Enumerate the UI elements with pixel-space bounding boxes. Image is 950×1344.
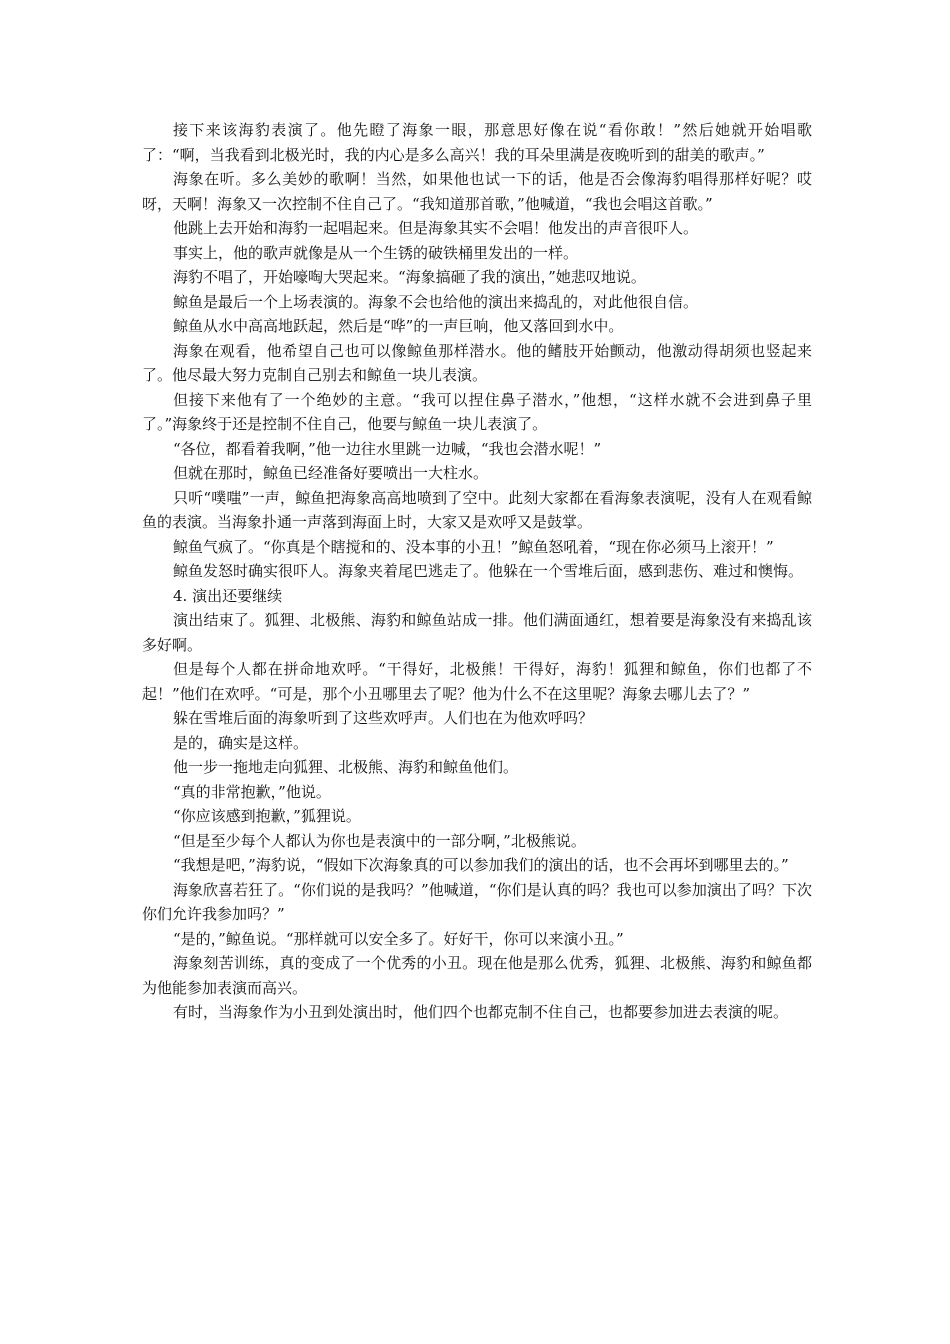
- section-heading: 4. 演出还要继续: [173, 586, 283, 605]
- paragraph-2: 海象在听。多么美妙的歌啊！当然，如果他也试一下的话，他是否会像海豹唱得那样好呢？哎呀，天啊！海象又一次控制不住自己了。“我知道那首歌，”他喊道，“我也会唱这首歌。”: [142, 170, 812, 213]
- paragraph-9: 但接下来他有了一个绝妙的主意。“我可以捏住鼻子潜水，”他想，“这样水就不会进到鼻子里了。”海象终于还是控制不住自己，他要与鲸鱼一块儿表演了。: [142, 390, 812, 433]
- paragraph-11: 但就在那时，鲸鱼已经准备好要喷出一大柱水。: [173, 464, 489, 482]
- paragraph-19: 他一步一拖地走向狐狸、北极熊、海豹和鲸鱼他们。: [173, 758, 519, 776]
- paragraph-13: 鲸鱼气疯了。“你真是个瞎搅和的、没本事的小丑！”鲸鱼怒吼着，“现在你必须马上滚开！”: [173, 537, 774, 556]
- paragraph-24: 海象欣喜若狂了。“你们说的是我吗？”他喊道，“你们是认真的吗？我也可以参加演出了吗？下次你们允许我参加吗？”: [142, 880, 812, 923]
- paragraph-3: 他跳上去开始和海豹一起唱起来。但是海象其实不会唱！他发出的声音很吓人。: [173, 219, 699, 237]
- paragraph-10: “各位，都看着我啊，”他一边往水里跳一边喊，“我也会潜水呢！”: [173, 439, 602, 458]
- paragraph-17: 躲在雪堆后面的海象听到了这些欢呼声。人们也在为他欢呼吗？: [173, 709, 594, 727]
- paragraph-15: 演出结束了。狐狸、北极熊、海豹和鲸鱼站成一排。他们满面通红，想着要是海象没有来捣乱该多好啊。: [142, 611, 812, 654]
- paragraph-5: 海豹不唱了，开始嚎啕大哭起来。“海象搞砸了我的演出，”她悲叹地说。: [173, 268, 646, 286]
- paragraph-22: “但是至少每个人都认为你也是表演中的一部分啊，”北极熊说。: [173, 831, 586, 850]
- paragraph-20: “真的非常抱歉，”他说。: [173, 782, 331, 801]
- paragraph-7: 鲸鱼从水中高高地跃起，然后是“哗”的一声巨响，他又落回到水中。: [173, 317, 624, 335]
- paragraph-8: 海象在观看，他希望自己也可以像鲸鱼那样潜水。他的鳍肢开始颤动，他激动得胡须也竖起来了。他尽最大努力克制自己别去和鲸鱼一块儿表演。: [142, 341, 812, 384]
- paragraph-18: 是的，确实是这样。: [173, 733, 309, 752]
- paragraph-14: 鲸鱼发怒时确实很吓人。海象夹着尾巴逃走了。他躲在一个雪堆后面，感到悲伤、难过和懊悔。: [173, 562, 804, 580]
- paragraph-26: 海象刻苦训练，真的变成了一个优秀的小丑。现在他是那么优秀，狐狸、北极熊、海豹和鲸鱼都为他能参加表演而高兴。: [142, 954, 812, 997]
- paragraph-27: 有时，当海象作为小丑到处演出时，他们四个也都克制不住自己，也都要参加进去表演的呢。: [173, 1003, 789, 1021]
- paragraph-4: 事实上，他的歌声就像是从一个生锈的破铁桶里发出的一样。: [173, 243, 579, 262]
- document-page: [142, 118, 812, 1025]
- paragraph-25: “是的，”鲸鱼说。“那样就可以安全多了。好好干，你可以来演小丑。”: [173, 929, 624, 948]
- paragraph-6: 鲸鱼是最后一个上场表演的。海象不会也给他的演出来捣乱的，对此他很自信。: [173, 292, 699, 311]
- paragraph-12: 只听“噗嗤”一声，鲸鱼把海象高高地喷到了空中。此刻大家都在看海象表演呢，没有人在观看鲸鱼的表演。当海象扑通一声落到海面上时，大家又是欢呼又是鼓掌。: [142, 488, 812, 531]
- paragraph-23: “我想是吧，”海豹说，“假如下次海象真的可以参加我们的演出的话，也不会再坏到哪里去的。”: [173, 856, 789, 874]
- paragraph-1: 接下来该海豹表演了。他先瞪了海象一眼，那意思好像在说“看你敢！”然后她就开始唱歌了：“啊，当我看到北极光时，我的内心是多么高兴！我的耳朵里满是夜晚听到的甜美的歌声。”: [142, 121, 812, 164]
- paragraph-16: 但是每个人都在拼命地欢呼。“干得好，北极熊！干得好，海豹！狐狸和鲸鱼，你们也都了不起！”他们在欢呼。“可是，那个小丑哪里去了呢？他为什么不在这里呢？海象去哪儿去了？”: [142, 660, 812, 703]
- paragraph-21: “你应该感到抱歉，”狐狸说。: [173, 807, 361, 825]
